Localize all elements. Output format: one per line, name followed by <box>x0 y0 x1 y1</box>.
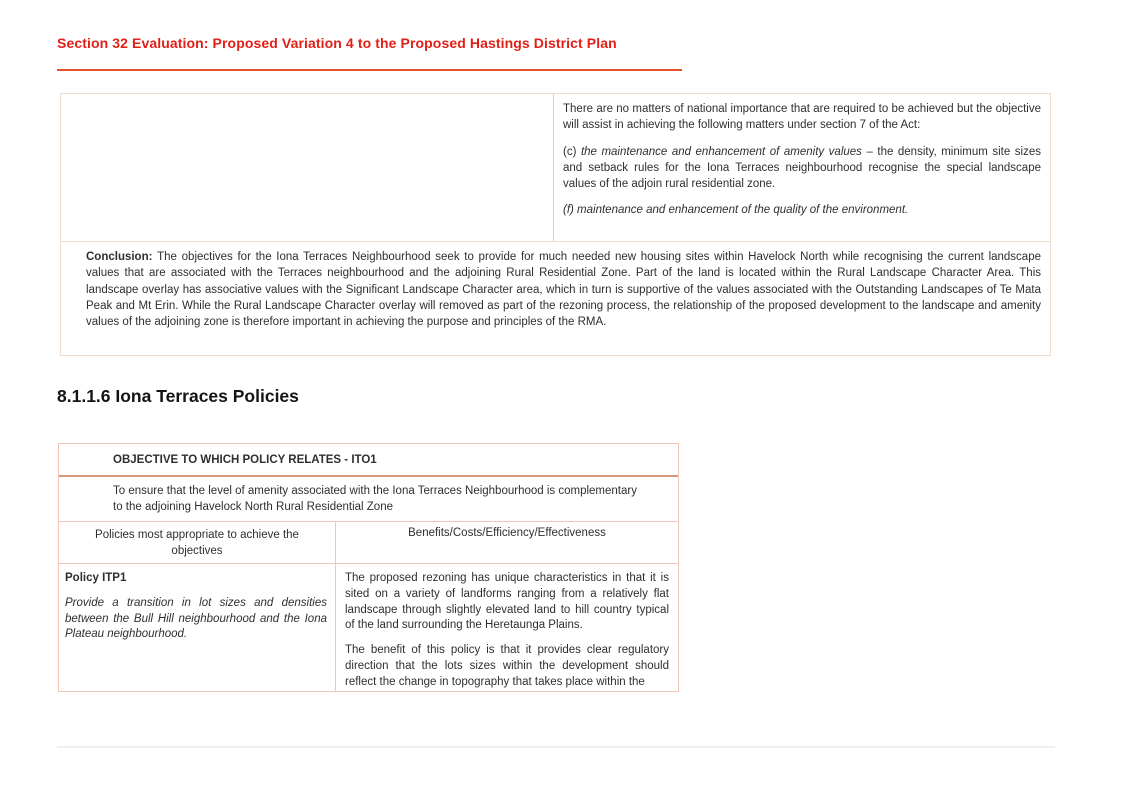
policy-id: Policy ITP1 <box>65 572 127 584</box>
conclusion-label: Conclusion: <box>86 251 158 263</box>
benefit-paragraph-1: The proposed rezoning has unique characteristics in that it is sited on a variety of landforms ranging from a relatively flat landscape through slightly elevated land to hill country typical of the land surrounding the Heretaunga Plains. <box>345 572 669 632</box>
section7-item-c-paragraph <box>563 144 1041 193</box>
policies-table-header-row <box>59 522 678 564</box>
policy-description: Provide a transition in lot sizes and densities between the Bull Hill neighbourhood and the Iona Plateau neighbourhood. <box>65 596 327 641</box>
policies-column-header: Policies most appropriate to achieve the objectives <box>59 522 336 563</box>
objective-text-cell <box>59 477 678 522</box>
conclusion-paragraph <box>86 249 1041 330</box>
section7-matters-cell <box>554 94 1050 241</box>
footer-divider <box>57 746 1055 748</box>
objective-header-text: OBJECTIVE TO WHICH POLICY RELATES - ITO1 <box>113 453 377 466</box>
objective-header-cell <box>59 444 678 477</box>
objective-evaluation-table <box>60 93 1051 356</box>
section7-intro-paragraph: There are no matters of national importance that are required to be achieved but the objective will assist in achieving the following matters under section 7 of the Act: <box>563 103 1041 132</box>
policy-cell <box>59 564 336 691</box>
benefit-paragraph-2: The benefit of this policy is that it provides clear regulatory direction that the lots sizes within the development should reflect the change in topography that takes place within the <box>345 644 669 688</box>
section7-item-f-paragraph: (f) maintenance and enhancement of the quality of the environment. <box>563 204 909 217</box>
item-c-rest: – the density, minimum site sizes and setback rules for the Iona Terraces neighbourhood recognise the special landscape values of the adjoin rural residential zone. <box>563 145 1041 191</box>
title-underline <box>57 69 682 71</box>
objective-text: To ensure that the level of amenity associated with the Iona Terraces Neighbourhood is complementary to the adjoining Havelock North Rural Residential Zone <box>113 485 637 513</box>
benefits-cell <box>336 564 678 691</box>
item-c-italic-phrase: the maintenance and enhancement of amenity values <box>580 145 862 158</box>
policy-itp1-row <box>59 564 678 691</box>
evaluation-table-row-1 <box>61 94 1050 241</box>
document-title: Section 32 Evaluation: Proposed Variation 4 to the Proposed Hastings District Plan <box>57 35 617 51</box>
item-c-prefix: (c) <box>563 145 581 158</box>
conclusion-cell <box>61 241 1050 355</box>
section-heading: 8.1.1.6 Iona Terraces Policies <box>57 386 299 406</box>
benefits-column-header: Benefits/Costs/Efficiency/Effectiveness <box>408 527 606 539</box>
evaluation-empty-cell <box>61 94 554 241</box>
conclusion-text: The objectives for the Iona Terraces Neighbourhood seek to provide for much needed new housing sites within Havelock North while recognising the current landscape values that are associated with the Terraces neighbourhood and the adjoining Rural Residential Zone. Part of the land is located within the Rural Landscape Character Area. This landscape overlay has associative values with the Significant Landscape Character area, which in turn is supportive of the values associated with the Outstanding Landscapes of Te Mata Peak and Mt Erin. While the Rural Landscape Character overlay will removed as part of the rezoning process, the relationship of the proposed development to the landscape and amenity values of the adjoining zone is therefore important in achieving the purpose and principles of the RMA. <box>86 251 1041 329</box>
policies-table <box>58 443 679 692</box>
